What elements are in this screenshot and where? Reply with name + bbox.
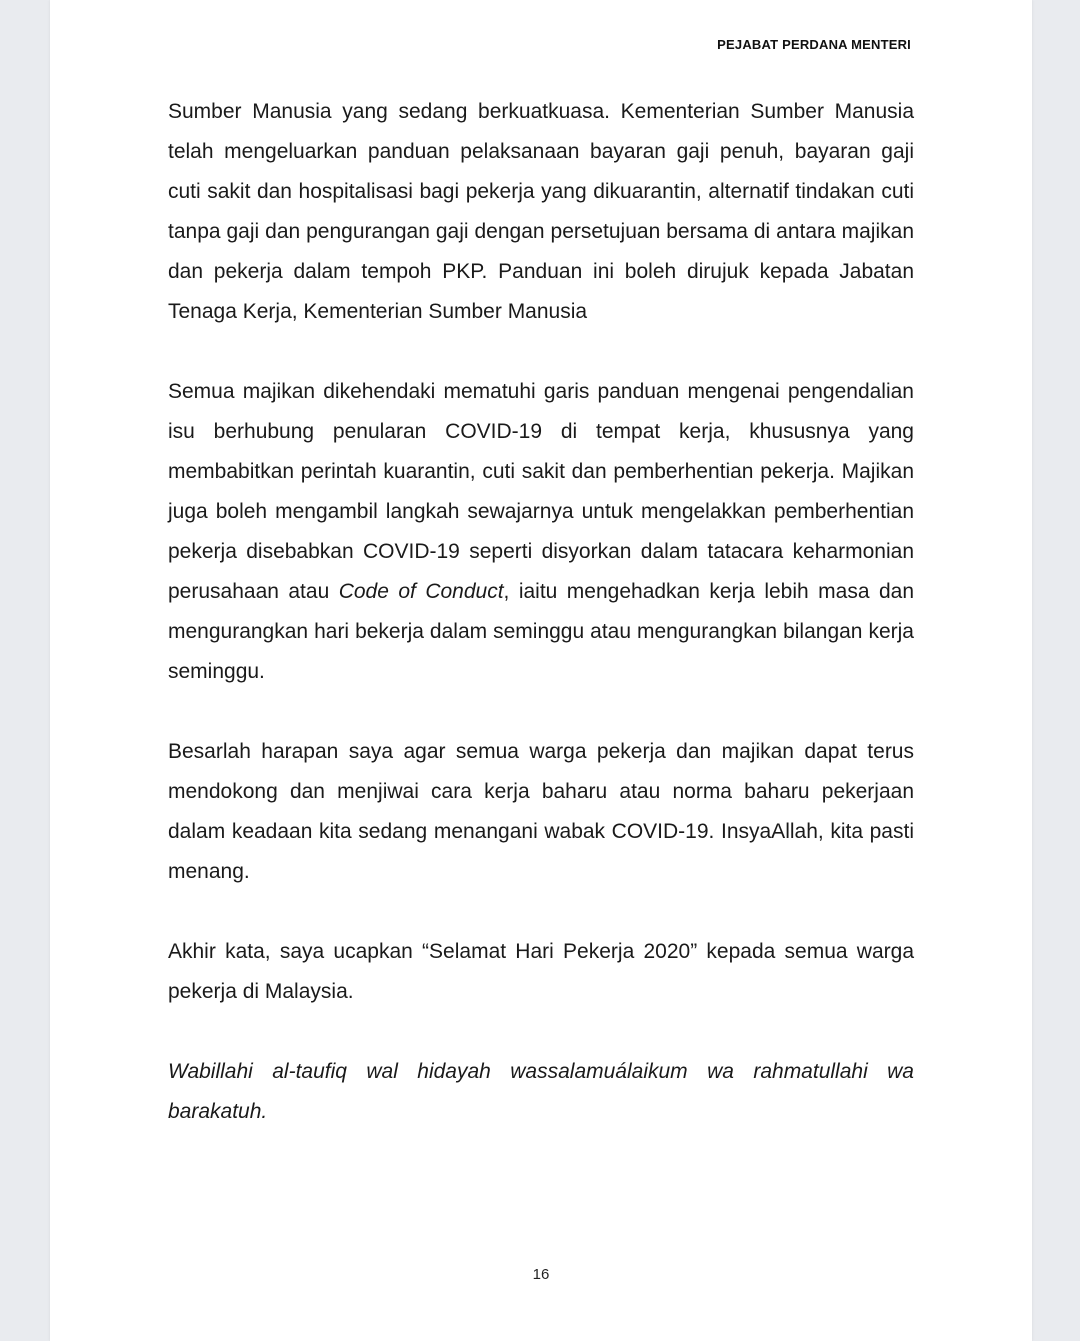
document-body xyxy=(168,92,914,1132)
paragraph-closing-greeting: Akhir kata, saya ucapkan “Selamat Hari Pekerja 2020” kepada semua warga pekerja di Malaysia. xyxy=(168,940,914,1003)
page-number: 16 xyxy=(532,1266,550,1283)
paragraph-employer-guidelines-tail: , iaitu mengehadkan kerja lebih masa dan mengurangkan hari bekerja dalam seminggu atau mengurangkan bilangan kerja seminggu. xyxy=(168,580,914,683)
paragraph-employer-guidelines xyxy=(168,372,914,692)
paragraph-employer-guidelines-text: Semua majikan dikehendaki mematuhi garis panduan mengenai pengendalian isu berhubung penularan COVID-19 di tempat kerja, khususnya yang membabitkan perintah kuarantin, cuti sakit dan pemberhentian pekerja. Majikan juga boleh mengambil langkah sewajarnya untuk mengelakkan pemberhentian pekerja disebabkan COVID-19 seperti disyorkan dalam tatacara keharmonian perusahaan atau xyxy=(168,380,914,603)
code-of-conduct-term: Code of Conduct xyxy=(338,580,504,603)
paragraph-new-norm: Besarlah harapan saya agar semua warga pekerja dan majikan dapat terus mendokong dan menjiwai cara kerja baharu atau norma baharu pekerjaan dalam keadaan kita sedang menangani wabak COVID-19. InsyaAllah, kita pasti menang. xyxy=(168,740,914,883)
paragraph-salary-guidance: Sumber Manusia yang sedang berkuatkuasa. Kementerian Sumber Manusia telah mengeluarkan panduan pelaksanaan bayaran gaji penuh, bayaran gaji cuti sakit dan hospitalisasi bagi pekerja yang dikuarantin, alternatif tindakan cuti tanpa gaji dan pengurangan gaji dengan persetujuan bersama di antara majikan dan pekerja dalam tempoh PKP. Panduan ini boleh dirujuk kepada Jabatan Tenaga Kerja, Kementerian Sumber Manusia xyxy=(168,100,914,323)
page-header: PEJABAT PERDANA MENTERI xyxy=(717,37,911,52)
document-page xyxy=(50,0,1032,1341)
paragraph-closing-prayer: Wabillahi al-taufiq wal hidayah wassalamuálaikum wa rahmatullahi wa barakatuh. xyxy=(168,1060,914,1123)
